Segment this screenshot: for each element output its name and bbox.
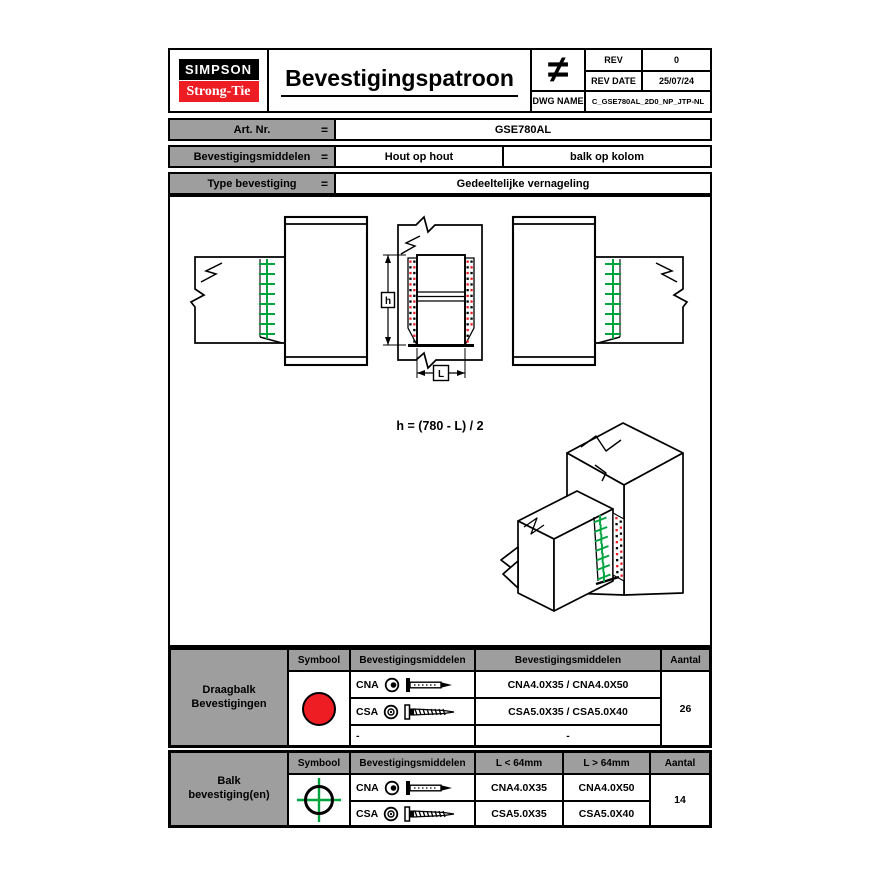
table2-cna-cell: CNA [350, 774, 475, 801]
table1-header-middelen2: Bevestigingsmiddelen [475, 649, 661, 671]
brand-logo [170, 50, 267, 111]
art-nr-row [168, 118, 712, 141]
table2-cna-lbig: CNA4.0X50 [563, 774, 650, 801]
screw-side-icon [404, 806, 470, 822]
equals-sign: = [320, 149, 328, 164]
middelen-label-cell [170, 147, 336, 166]
middelen-row [168, 145, 712, 168]
nail-head-icon [384, 780, 400, 796]
equals-sign: = [320, 176, 328, 191]
table1-header-symbool: Symbool [288, 649, 350, 671]
nail-head-icon [384, 677, 400, 693]
nail-side-icon [405, 677, 471, 693]
symbol-red-circle [288, 671, 350, 746]
type-label: Type bevestiging [207, 177, 297, 190]
dim-h-label: h [384, 296, 392, 307]
nail-side-icon [405, 780, 471, 796]
rev-value: 0 [641, 50, 710, 70]
table1-dash-cell: - [350, 725, 475, 746]
table2-header-lbig: L > 64mm [563, 752, 650, 774]
table1-header-aantal: Aantal [661, 649, 710, 671]
table1-cna-models: CNA4.0X35 / CNA4.0X50 [475, 671, 661, 698]
rev-date-value: 25/07/24 [641, 70, 710, 90]
title-block [168, 48, 712, 113]
table2-aantal-value: 14 [650, 774, 710, 826]
dwg-name-value: C_GSE780AL_2D0_NP_JTP-NL [584, 90, 710, 111]
screw-head-icon [383, 806, 399, 822]
dwg-name-label: DWG NAME [530, 90, 584, 111]
table1-csa-cell: CSA [350, 698, 475, 725]
sheet-title [267, 50, 530, 111]
table1-cna-cell: CNA [350, 671, 475, 698]
type-value: Gedeeltelijke vernageling [456, 177, 590, 190]
table1-header-middelen: Bevestigingsmiddelen [350, 649, 475, 671]
height-formula: h = (780 - L) / 2 [396, 419, 484, 433]
logo-simpson: SIMPSON [179, 59, 259, 80]
middelen-value-2: balk op kolom [502, 147, 710, 166]
type-row [168, 172, 712, 195]
table-balk [168, 750, 712, 828]
symbol-crosshair [288, 774, 350, 826]
sheet [168, 48, 712, 828]
table2-header-middelen: Bevestigingsmiddelen [350, 752, 475, 774]
fastener-crosses-left [259, 259, 275, 339]
fastener-crosses-right [605, 259, 621, 339]
middelen-value-1: Hout op hout [384, 150, 454, 163]
dimension-h [382, 255, 407, 345]
art-nr-label: Art. Nr. [233, 123, 271, 136]
red-circle-icon [302, 692, 336, 726]
technical-drawing [170, 197, 710, 645]
table2-cna-lsmall: CNA4.0X35 [475, 774, 563, 801]
equals-sign: = [320, 122, 328, 137]
isometric-view [501, 423, 683, 611]
table-draagbalk [168, 647, 712, 748]
table2-header-lsmall: L < 64mm [475, 752, 563, 774]
logo-strongtie: Strong-Tie [179, 81, 259, 102]
table1-csa-models: CSA5.0X35 / CSA5.0X40 [475, 698, 661, 725]
rev-label: REV [584, 50, 641, 70]
table2-csa-cell: CSA [350, 801, 475, 826]
table2-header-aantal: Aantal [650, 752, 710, 774]
table2-row-label: Balk bevestiging(en) [170, 752, 288, 826]
type-label-cell [170, 174, 336, 193]
screw-side-icon [404, 704, 470, 720]
crosshair-icon [295, 776, 343, 824]
dim-l-label: L [437, 369, 445, 380]
front-view [382, 217, 483, 381]
table2-header-symbool: Symbool [288, 752, 350, 774]
side-view-right [513, 217, 687, 365]
table1-dash-models: - [475, 725, 661, 746]
rev-date-label: REV DATE [584, 70, 641, 90]
screw-head-icon [383, 704, 399, 720]
drawing-area [168, 195, 712, 647]
side-view-left [191, 217, 367, 365]
table1-aantal-value: 26 [661, 671, 710, 746]
table2-csa-lsmall: CSA5.0X35 [475, 801, 563, 826]
table2-csa-lbig: CSA5.0X40 [563, 801, 650, 826]
middelen-label: Bevestigingsmiddelen [193, 150, 311, 163]
projection-symbol-icon: ≠ [530, 50, 584, 90]
art-nr-label-cell [170, 120, 336, 139]
sheet-title-text: Bevestigingspatroon [281, 65, 518, 97]
art-nr-value: GSE780AL [494, 123, 552, 136]
table1-row-label: Draagbalk Bevestigingen [170, 649, 288, 746]
